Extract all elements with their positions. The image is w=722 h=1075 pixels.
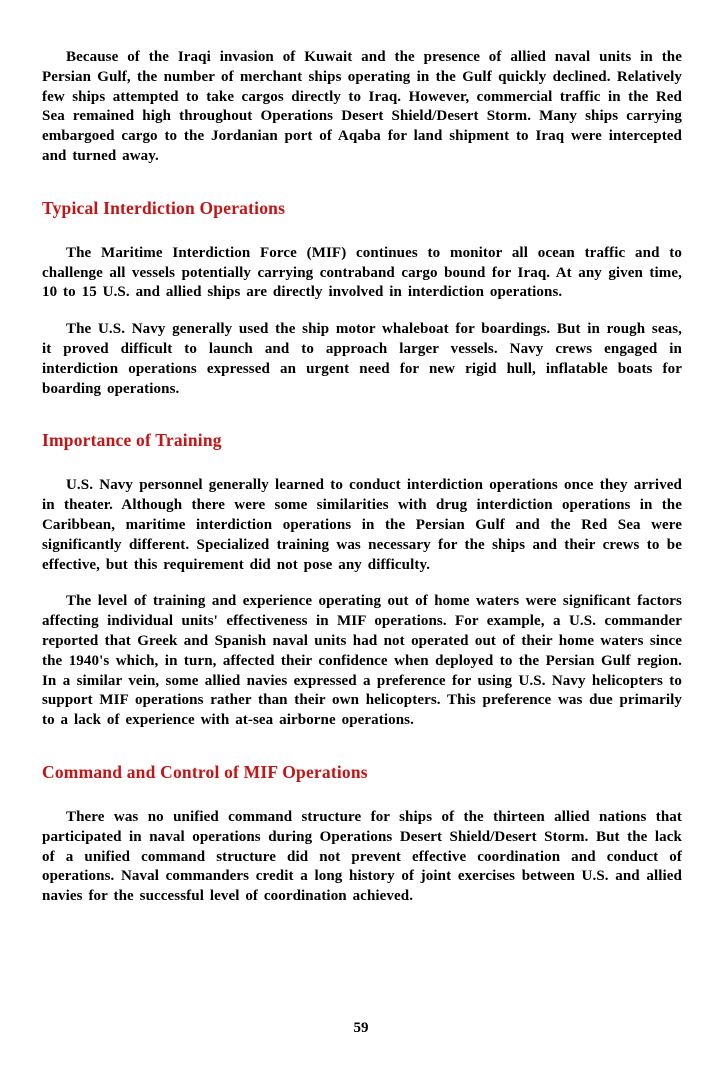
section-heading-typical-interdiction-operations: Typical Interdiction Operations [42,197,286,218]
paragraph-command-structure: There was no unified command structure for ships of the thirteen allied nations that participated in naval operations during Operations Desert Shield/Desert Storm. But the lack of a unified command structure did not prevent effective coordination and conduct of operations. Naval commanders credit a long history of joint exercises between U.S. and allied navies for the successful level of coordination achieved. [42,808,682,905]
paragraph-training-in-theater: U.S. Navy personnel generally learned to conduct interdiction operations once they arrived in theater. Although there were some similarities with drug interdiction operations in the Caribbean, maritime interdiction operations in the Persian Gulf and the Red Sea were significantly different. Specialized training was necessary for the ships and their crews to be effective, but this requirement did not pose any difficulty. [42,477,682,573]
paragraph-whaleboat: The U.S. Navy generally used the ship motor whaleboat for boardings. But in rough seas, it proved difficult to launch and to approach larger vessels. Navy crews engaged in interdiction operations expressed an urgent need for new rigid hull, inflatable boats for boarding operations. [42,321,682,397]
section-heading-command-and-control: Command and Control of MIF Operations [42,761,368,782]
paragraph-home-waters-experience: The level of training and experience operating out of home waters were significant factors affecting individual units' effectiveness in MIF operations. For example, a U.S. commander reported that Greek and Spanish naval units had not operated out of their home waters since the 1940's which, in turn, affected their confidence when deployed to the Persian Gulf region. In a similar vein, some allied navies expressed a preference for using U.S. Navy helicopters to support MIF operations rather than their own helicopters. This preference was due primarily to a lack of experience with at-sea airborne operations. [42,593,682,729]
section-heading-importance-of-training: Importance of Training [42,430,222,451]
page-number: 59 [353,1020,369,1036]
paragraph-mif-monitor: The Maritime Interdiction Force (MIF) continues to monitor all ocean traffic and to challenge all vessels potentially carrying contraband cargo bound for Iraq. At any given time, 10 to 15 U.S. and allied ships are directly involved in interdiction operations. [42,244,682,301]
paragraph-intro: Because of the Iraqi invasion of Kuwait and the presence of allied naval units in the Persian Gulf, the number of merchant ships operating in the Gulf quickly declined. Relatively few ships attempted to take cargos directly to Iraq. However, commercial traffic in the Red Sea remained high throughout Operations Desert Shield/Desert Storm. Many ships carrying embargoed cargo to the Jordanian port of Aqaba for land shipment to Iraq were intercepted and turned away. [42,49,682,164]
